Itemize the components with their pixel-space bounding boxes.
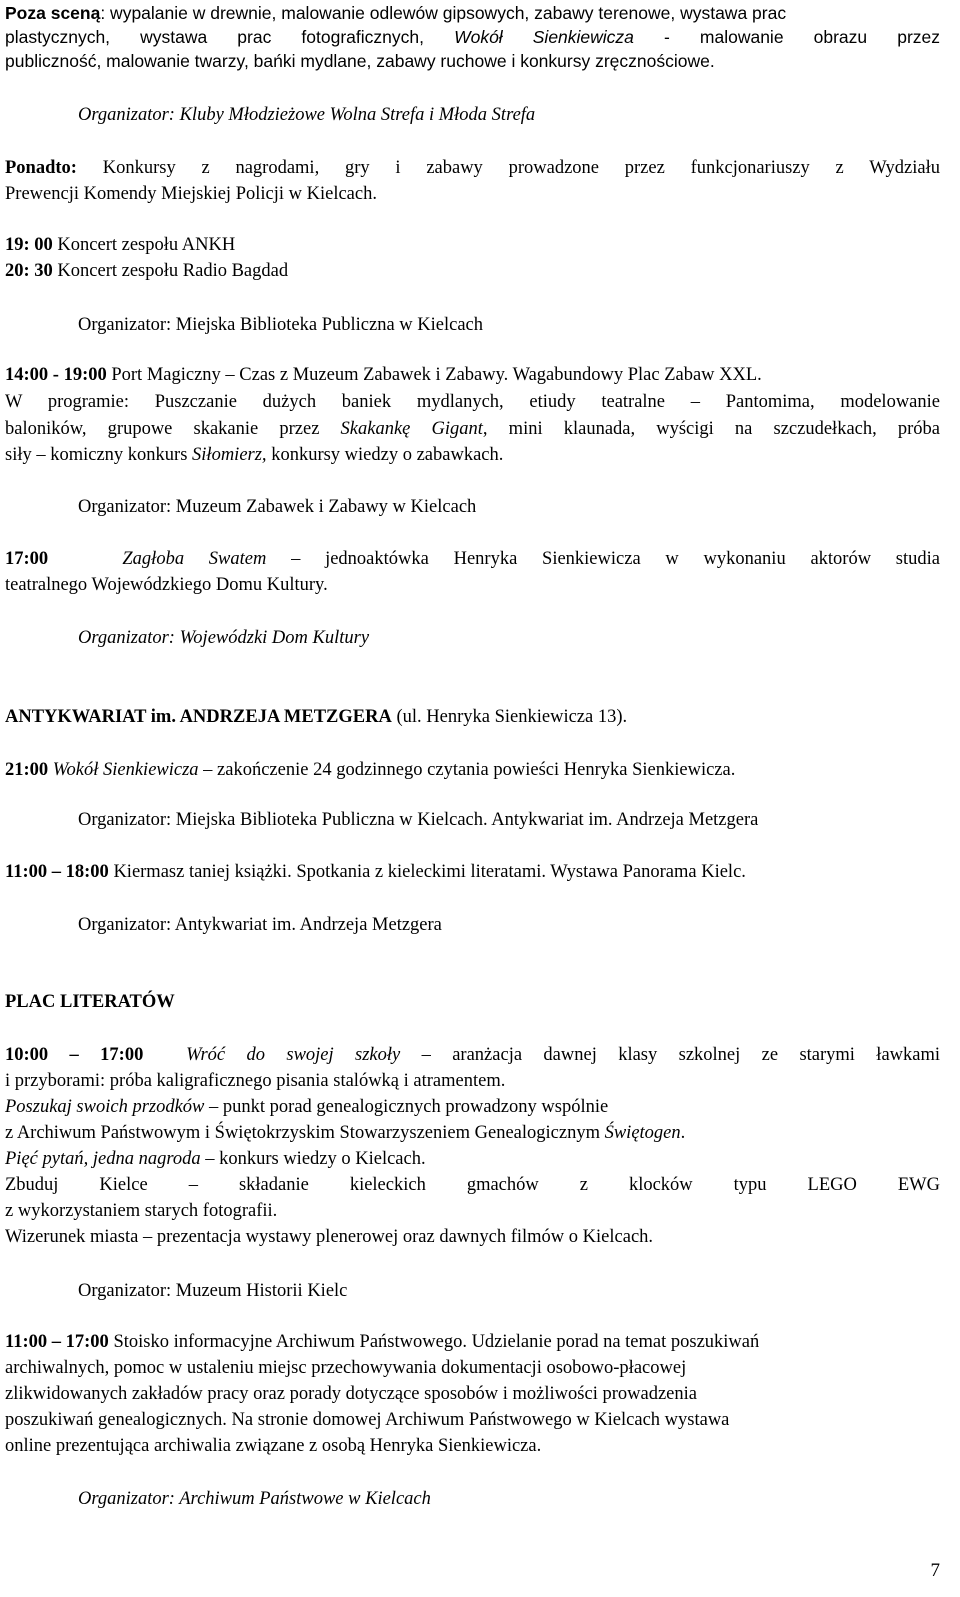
organizer-muzeum-historii: Organizator: Muzeum Historii Kielc — [78, 1281, 348, 1301]
ponadto-line-2: Prewencji Komendy Miejskiej Policji w Kielcach. — [5, 184, 377, 204]
port-line-1: 14:00 - 19:00 Port Magiczny – Czas z Muzeum Zabawek i Zabawy. Wagabundowy Plac Zabaw XXL. — [5, 365, 762, 385]
antykwariat-event-1: 21:00 Wokół Sienkiewicza – zakończenie 24 godzinnego czytania powieści Henryka Sienkiewicza. — [5, 760, 736, 780]
plac-event-2-line-1: Poszukaj swoich przodków – punkt porad genealogicznych prowadzony wspólnie — [5, 1097, 609, 1117]
organizer-archiwum: Organizator: Archiwum Państwowe w Kielcach — [78, 1489, 431, 1509]
organizer-library: Organizator: Miejska Biblioteka Publiczna w Kielcach — [78, 315, 483, 335]
antykwariat-heading: ANTYKWARIAT im. ANDRZEJA METZGERA (ul. Henryka Sienkiewicza 13). — [5, 707, 628, 727]
organizer-muzeum-zabawek: Organizator: Muzeum Zabawek i Zabawy w Kielcach — [78, 497, 477, 517]
archiwum-line-1: 11:00 – 17:00 Stoisko informacyjne Archiwum Państwowego. Udzielanie porad na temat poszukiwań — [5, 1332, 760, 1352]
archiwum-line-4: poszukiwań genealogicznych. Na stronie domowej Archiwum Państwowego w Kielcach wystawa — [5, 1410, 730, 1430]
ponadto-line-1: Ponadto: Konkursy z nagrodami, gry i zabawy prowadzone przez funkcjonariuszy z Wydziału — [5, 158, 940, 178]
plac-event-4-line-2: z wykorzystaniem starych fotografii. — [5, 1201, 278, 1221]
plac-event-3: Pięć pytań, jedna nagroda – konkurs wiedzy o Kielcach. — [5, 1149, 426, 1169]
poza-scena-line-2: plastycznych, wystawa prac fotograficznych, Wokół Sienkiewicza - malowanie obrazu przez — [5, 27, 941, 47]
port-line-2: W programie: Puszczanie dużych baniek mydlanych, etiudy teatralne – Pantomima, modelowanie — [5, 392, 940, 412]
organizer-wdk: Organizator: Wojewódzki Dom Kultury — [78, 628, 370, 648]
port-line-3: baloników, grupowe skakanie przez Skakankę Gigant, mini klaunada, wyścigi na szczudełkach, próba — [5, 419, 940, 439]
poza-scena-line-1: Poza sceną: wypalanie w drewnie, malowanie odlewów gipsowych, zabawy terenowe, wystawa prac — [5, 3, 787, 23]
concert-item: 20: 30 Koncert zespołu Radio Bagdad — [5, 261, 289, 281]
plac-literatow-heading: PLAC LITERATÓW — [5, 992, 175, 1012]
poza-scena-line-3: publiczność, malowanie twarzy, bańki mydlane, zabawy ruchowe i konkursy zręcznościowe. — [5, 51, 715, 71]
organizer-antykwariat: Organizator: Antykwariat im. Andrzeja Metzgera — [78, 915, 442, 935]
archiwum-line-5: online prezentująca archiwalia związane z osobą Henryka Sienkiewicza. — [5, 1436, 542, 1456]
plac-event-4-line-1: Zbuduj Kielce – składanie kieleckich gmachów z klocków typu LEGO EWG — [5, 1175, 940, 1195]
plac-event-1-line-2: i przyborami: próba kaligraficznego pisania stalówką i atramentem. — [5, 1071, 506, 1091]
port-line-4: siły – komiczny konkurs Siłomierz, konkursy wiedzy o zabawkach. — [5, 445, 504, 465]
plac-event-5: Wizerunek miasta – prezentacja wystawy plenerowej oraz dawnych filmów o Kielcach. — [5, 1227, 654, 1247]
concert-item: 19: 00 Koncert zespołu ANKH — [5, 235, 236, 255]
page-number: 7 — [930, 1560, 940, 1581]
organizer-kluby: Organizator: Kluby Młodzieżowe Wolna Strefa i Młoda Strefa — [78, 105, 536, 125]
plac-event-2-line-2: z Archiwum Państwowym i Świętokrzyskim Stowarzyszeniem Genealogicznym Świętogen. — [5, 1123, 686, 1143]
organizer-library-antykwariat: Organizator: Miejska Biblioteka Publiczna w Kielcach. Antykwariat im. Andrzeja Metzgera — [78, 810, 759, 830]
poza-scena-label: Poza sceną — [5, 3, 101, 23]
antykwariat-event-2: 11:00 – 18:00 Kiermasz taniej książki. Spotkania z kieleckimi literatami. Wystawa Panorama Kielc. — [5, 862, 746, 882]
zagloba-line-2: teatralnego Wojewódzkiego Domu Kultury. — [5, 575, 328, 595]
zagloba-line-1: 17:00 Zagłoba Swatem – jednoaktówka Henryka Sienkiewicza w wykonaniu aktorów studia — [5, 549, 940, 569]
archiwum-line-3: zlikwidowanych zakładów pracy oraz porady dotyczące sposobów i możliwości prowadzenia — [5, 1384, 697, 1404]
plac-event-1-line-1: 10:00 – 17:00 Wróć do swojej szkoły – aranżacja dawnej klasy szkolnej ze starymi ławkami — [5, 1045, 941, 1065]
archiwum-line-2: archiwalnych, pomoc w ustaleniu miejsc przechowywania dokumentacji osobowo-płacowej — [5, 1358, 687, 1378]
